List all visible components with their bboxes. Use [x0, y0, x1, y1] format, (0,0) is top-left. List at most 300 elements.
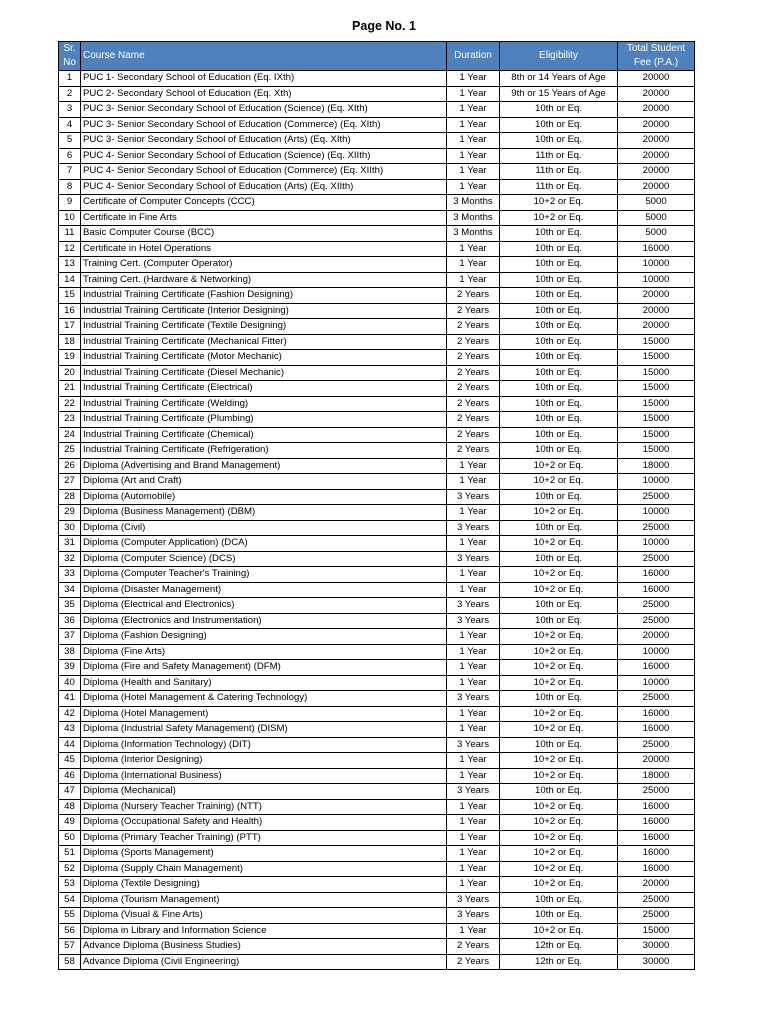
- fee-cell: 10000: [618, 272, 695, 288]
- course-name-cell: Industrial Training Certificate (Refrigeration): [81, 443, 447, 459]
- course-name-cell: Diploma (International Business): [81, 768, 447, 784]
- table-row: [59, 148, 695, 164]
- eligibility-cell: 12th or Eq.: [500, 954, 618, 970]
- course-name-cell: Industrial Training Certificate (Mechanical Fitter): [81, 334, 447, 350]
- eligibility-cell: 10+2 or Eq.: [500, 567, 618, 583]
- course-name-cell: Advance Diploma (Civil Engineering): [81, 954, 447, 970]
- fee-cell: 20000: [618, 164, 695, 180]
- duration-cell: 1 Year: [447, 923, 500, 939]
- table-row: [59, 241, 695, 257]
- course-fee-table: [58, 41, 695, 970]
- table-row: [59, 815, 695, 831]
- course-name-cell: Diploma (Supply Chain Management): [81, 861, 447, 877]
- course-name-cell: Diploma (Hotel Management): [81, 706, 447, 722]
- course-name-cell: Diploma (Textile Designing): [81, 877, 447, 893]
- fee-cell: 10000: [618, 675, 695, 691]
- eligibility-cell: 10+2 or Eq.: [500, 195, 618, 211]
- sr-no-cell: 36: [59, 613, 81, 629]
- fee-cell: 10000: [618, 257, 695, 273]
- duration-cell: 2 Years: [447, 365, 500, 381]
- fee-cell: 20000: [618, 71, 695, 87]
- fee-cell: 20000: [618, 102, 695, 118]
- fee-cell: 20000: [618, 179, 695, 195]
- table-row: [59, 830, 695, 846]
- fee-cell: 18000: [618, 458, 695, 474]
- table-row: [59, 598, 695, 614]
- course-name-cell: Diploma (Business Management) (DBM): [81, 505, 447, 521]
- fee-cell: 25000: [618, 737, 695, 753]
- course-name-cell: Industrial Training Certificate (Diesel Mechanic): [81, 365, 447, 381]
- course-name-cell: Diploma (Computer Science) (DCS): [81, 551, 447, 567]
- eligibility-cell: 10th or Eq.: [500, 257, 618, 273]
- eligibility-cell: 11th or Eq.: [500, 164, 618, 180]
- fee-cell: 15000: [618, 396, 695, 412]
- course-name-cell: Diploma (Information Technology) (DIT): [81, 737, 447, 753]
- sr-no-cell: 3: [59, 102, 81, 118]
- sr-no-cell: 15: [59, 288, 81, 304]
- fee-cell: 16000: [618, 241, 695, 257]
- eligibility-cell: 10+2 or Eq.: [500, 582, 618, 598]
- eligibility-cell: 10th or Eq.: [500, 427, 618, 443]
- eligibility-cell: 12th or Eq.: [500, 939, 618, 955]
- course-name-cell: Diploma (Nursery Teacher Training) (NTT): [81, 799, 447, 815]
- eligibility-cell: 10+2 or Eq.: [500, 675, 618, 691]
- table-row: [59, 784, 695, 800]
- eligibility-cell: 10+2 or Eq.: [500, 536, 618, 552]
- sr-no-cell: 17: [59, 319, 81, 335]
- fee-cell: 25000: [618, 613, 695, 629]
- duration-cell: 3 Months: [447, 210, 500, 226]
- eligibility-cell: 10+2 or Eq.: [500, 799, 618, 815]
- duration-cell: 2 Years: [447, 396, 500, 412]
- eligibility-cell: 10th or Eq.: [500, 691, 618, 707]
- sr-no-cell: 52: [59, 861, 81, 877]
- duration-cell: 1 Year: [447, 71, 500, 87]
- fee-cell: 10000: [618, 536, 695, 552]
- sr-no-cell: 25: [59, 443, 81, 459]
- fee-cell: 20000: [618, 86, 695, 102]
- eligibility-cell: 10+2 or Eq.: [500, 474, 618, 490]
- eligibility-cell: 10+2 or Eq.: [500, 768, 618, 784]
- eligibility-cell: 10th or Eq.: [500, 892, 618, 908]
- fee-cell: 18000: [618, 768, 695, 784]
- eligibility-cell: 10+2 or Eq.: [500, 753, 618, 769]
- course-name-cell: Industrial Training Certificate (Chemical): [81, 427, 447, 443]
- fee-cell: 20000: [618, 148, 695, 164]
- duration-cell: 1 Year: [447, 582, 500, 598]
- table-row: [59, 179, 695, 195]
- table-row: [59, 303, 695, 319]
- fee-cell: 10000: [618, 505, 695, 521]
- sr-no-cell: 1: [59, 71, 81, 87]
- sr-no-cell: 20: [59, 365, 81, 381]
- eligibility-cell: 8th or 14 Years of Age: [500, 71, 618, 87]
- fee-cell: 20000: [618, 303, 695, 319]
- fee-cell: 25000: [618, 908, 695, 924]
- eligibility-cell: 10th or Eq.: [500, 365, 618, 381]
- fee-cell: 5000: [618, 210, 695, 226]
- sr-no-cell: 6: [59, 148, 81, 164]
- sr-no-cell: 58: [59, 954, 81, 970]
- eligibility-cell: 10th or Eq.: [500, 241, 618, 257]
- eligibility-cell: 10th or Eq.: [500, 272, 618, 288]
- eligibility-cell: 10th or Eq.: [500, 133, 618, 149]
- table-row: [59, 892, 695, 908]
- sr-no-cell: 11: [59, 226, 81, 242]
- table-row: [59, 954, 695, 970]
- fee-cell: 16000: [618, 582, 695, 598]
- course-name-cell: Diploma (Automobile): [81, 489, 447, 505]
- duration-cell: 1 Year: [447, 706, 500, 722]
- fee-cell: 16000: [618, 567, 695, 583]
- duration-cell: 3 Years: [447, 551, 500, 567]
- duration-cell: 1 Year: [447, 102, 500, 118]
- table-row: [59, 102, 695, 118]
- course-name-cell: Diploma (Art and Craft): [81, 474, 447, 490]
- duration-cell: 2 Years: [447, 381, 500, 397]
- fee-cell: 25000: [618, 784, 695, 800]
- table-row: [59, 582, 695, 598]
- eligibility-cell: 10+2 or Eq.: [500, 815, 618, 831]
- sr-no-cell: 12: [59, 241, 81, 257]
- sr-no-cell: 22: [59, 396, 81, 412]
- course-name-cell: PUC 3- Senior Secondary School of Education (Science) (Eq. XIth): [81, 102, 447, 118]
- duration-cell: 3 Months: [447, 226, 500, 242]
- course-name-cell: Diploma (Health and Sanitary): [81, 675, 447, 691]
- course-name-cell: Diploma (Industrial Safety Management) (DISM): [81, 722, 447, 738]
- table-body: [59, 71, 695, 970]
- eligibility-cell: 10+2 or Eq.: [500, 722, 618, 738]
- course-name-cell: Diploma (Fine Arts): [81, 644, 447, 660]
- sr-no-cell: 23: [59, 412, 81, 428]
- sr-no-cell: 42: [59, 706, 81, 722]
- sr-no-cell: 51: [59, 846, 81, 862]
- sr-no-cell: 27: [59, 474, 81, 490]
- duration-cell: 1 Year: [447, 272, 500, 288]
- table-row: [59, 877, 695, 893]
- fee-cell: 5000: [618, 226, 695, 242]
- eligibility-cell: 10+2 or Eq.: [500, 210, 618, 226]
- table-row: [59, 164, 695, 180]
- course-name-cell: Industrial Training Certificate (Motor Mechanic): [81, 350, 447, 366]
- duration-cell: 2 Years: [447, 939, 500, 955]
- fee-cell: 20000: [618, 877, 695, 893]
- duration-cell: 1 Year: [447, 257, 500, 273]
- course-name-cell: Diploma (Interior Designing): [81, 753, 447, 769]
- fee-cell: 16000: [618, 706, 695, 722]
- course-name-cell: Certificate of Computer Concepts (CCC): [81, 195, 447, 211]
- sr-no-cell: 45: [59, 753, 81, 769]
- eligibility-cell: 10th or Eq.: [500, 412, 618, 428]
- duration-cell: 2 Years: [447, 350, 500, 366]
- duration-cell: 1 Year: [447, 458, 500, 474]
- duration-cell: 1 Year: [447, 877, 500, 893]
- sr-no-cell: 9: [59, 195, 81, 211]
- fee-cell: 10000: [618, 644, 695, 660]
- duration-cell: 1 Year: [447, 753, 500, 769]
- duration-cell: 3 Years: [447, 520, 500, 536]
- duration-cell: 1 Year: [447, 164, 500, 180]
- table-row: [59, 288, 695, 304]
- duration-cell: 1 Year: [447, 629, 500, 645]
- fee-cell: 15000: [618, 350, 695, 366]
- duration-cell: 1 Year: [447, 768, 500, 784]
- sr-no-cell: 8: [59, 179, 81, 195]
- duration-cell: 1 Year: [447, 505, 500, 521]
- table-row: [59, 520, 695, 536]
- course-name-cell: PUC 2- Secondary School of Education (Eq. Xth): [81, 86, 447, 102]
- eligibility-cell: 11th or Eq.: [500, 179, 618, 195]
- duration-cell: 1 Year: [447, 815, 500, 831]
- course-name-cell: Industrial Training Certificate (Electrical): [81, 381, 447, 397]
- sr-no-cell: 54: [59, 892, 81, 908]
- table-row: [59, 86, 695, 102]
- duration-cell: 2 Years: [447, 427, 500, 443]
- sr-no-cell: 16: [59, 303, 81, 319]
- eligibility-cell: 10th or Eq.: [500, 613, 618, 629]
- course-name-cell: Diploma (Visual & Fine Arts): [81, 908, 447, 924]
- course-name-cell: PUC 3- Senior Secondary School of Education (Arts) (Eq. XIth): [81, 133, 447, 149]
- eligibility-cell: 10+2 or Eq.: [500, 877, 618, 893]
- fee-cell: 25000: [618, 598, 695, 614]
- eligibility-cell: 10th or Eq.: [500, 784, 618, 800]
- header-eligibility: Eligibility: [500, 42, 618, 71]
- eligibility-cell: 10th or Eq.: [500, 334, 618, 350]
- course-name-cell: Industrial Training Certificate (Fashion Designing): [81, 288, 447, 304]
- sr-no-cell: 2: [59, 86, 81, 102]
- table-row: [59, 737, 695, 753]
- duration-cell: 2 Years: [447, 303, 500, 319]
- table-row: [59, 613, 695, 629]
- course-name-cell: Basic Computer Course (BCC): [81, 226, 447, 242]
- fee-cell: 20000: [618, 753, 695, 769]
- course-name-cell: PUC 3- Senior Secondary School of Education (Commerce) (Eq. XIth): [81, 117, 447, 133]
- sr-no-cell: 39: [59, 660, 81, 676]
- table-row: [59, 412, 695, 428]
- fee-cell: 10000: [618, 474, 695, 490]
- fee-cell: 15000: [618, 365, 695, 381]
- sr-no-cell: 14: [59, 272, 81, 288]
- eligibility-cell: 10th or Eq.: [500, 117, 618, 133]
- duration-cell: 1 Year: [447, 567, 500, 583]
- sr-no-cell: 4: [59, 117, 81, 133]
- eligibility-cell: 10th or Eq.: [500, 303, 618, 319]
- course-name-cell: PUC 4- Senior Secondary School of Education (Arts) (Eq. XIIth): [81, 179, 447, 195]
- course-name-cell: PUC 4- Senior Secondary School of Education (Commerce) (Eq. XIIth): [81, 164, 447, 180]
- table-row: [59, 551, 695, 567]
- eligibility-cell: 10+2 or Eq.: [500, 706, 618, 722]
- duration-cell: 1 Year: [447, 660, 500, 676]
- eligibility-cell: 10th or Eq.: [500, 381, 618, 397]
- course-name-cell: Diploma (Disaster Management): [81, 582, 447, 598]
- sr-no-cell: 7: [59, 164, 81, 180]
- fee-cell: 25000: [618, 691, 695, 707]
- table-row: [59, 427, 695, 443]
- duration-cell: 1 Year: [447, 117, 500, 133]
- eligibility-cell: 10+2 or Eq.: [500, 861, 618, 877]
- course-name-cell: Diploma (Computer Teacher's Training): [81, 567, 447, 583]
- course-name-cell: Training Cert. (Computer Operator): [81, 257, 447, 273]
- eligibility-cell: 10th or Eq.: [500, 598, 618, 614]
- eligibility-cell: 10th or Eq.: [500, 489, 618, 505]
- sr-no-cell: 13: [59, 257, 81, 273]
- duration-cell: 1 Year: [447, 644, 500, 660]
- course-name-cell: Diploma (Primary Teacher Training) (PTT): [81, 830, 447, 846]
- table-row: [59, 846, 695, 862]
- sr-no-cell: 38: [59, 644, 81, 660]
- table-row: [59, 319, 695, 335]
- duration-cell: 1 Year: [447, 86, 500, 102]
- eligibility-cell: 11th or Eq.: [500, 148, 618, 164]
- sr-no-cell: 44: [59, 737, 81, 753]
- fee-cell: 16000: [618, 861, 695, 877]
- course-name-cell: Industrial Training Certificate (Interior Designing): [81, 303, 447, 319]
- fee-cell: 15000: [618, 334, 695, 350]
- sr-no-cell: 33: [59, 567, 81, 583]
- duration-cell: 2 Years: [447, 954, 500, 970]
- eligibility-cell: 10+2 or Eq.: [500, 923, 618, 939]
- page-title: Page No. 1: [352, 19, 416, 33]
- sr-no-cell: 57: [59, 939, 81, 955]
- fee-cell: 16000: [618, 830, 695, 846]
- duration-cell: 1 Year: [447, 722, 500, 738]
- table-row: [59, 644, 695, 660]
- sr-no-cell: 5: [59, 133, 81, 149]
- course-name-cell: Diploma (Mechanical): [81, 784, 447, 800]
- fee-cell: 20000: [618, 288, 695, 304]
- fee-cell: 15000: [618, 443, 695, 459]
- table-row: [59, 195, 695, 211]
- table-row: [59, 365, 695, 381]
- table-row: [59, 71, 695, 87]
- duration-cell: 1 Year: [447, 241, 500, 257]
- duration-cell: 2 Years: [447, 319, 500, 335]
- course-name-cell: Diploma (Sports Management): [81, 846, 447, 862]
- fee-cell: 20000: [618, 133, 695, 149]
- course-name-cell: Diploma (Tourism Management): [81, 892, 447, 908]
- course-name-cell: Diploma (Civil): [81, 520, 447, 536]
- header-sr-no: Sr. No: [59, 42, 81, 71]
- table-row: [59, 334, 695, 350]
- eligibility-cell: 10+2 or Eq.: [500, 505, 618, 521]
- course-name-cell: Certificate in Fine Arts: [81, 210, 447, 226]
- duration-cell: 1 Year: [447, 179, 500, 195]
- table-row: [59, 505, 695, 521]
- duration-cell: 1 Year: [447, 133, 500, 149]
- fee-cell: 30000: [618, 954, 695, 970]
- course-name-cell: Industrial Training Certificate (Plumbing): [81, 412, 447, 428]
- table-header: [59, 42, 695, 71]
- table-row: [59, 474, 695, 490]
- table-row: [59, 675, 695, 691]
- duration-cell: 1 Year: [447, 830, 500, 846]
- duration-cell: 3 Years: [447, 598, 500, 614]
- sr-no-cell: 31: [59, 536, 81, 552]
- course-name-cell: Diploma (Advertising and Brand Management): [81, 458, 447, 474]
- duration-cell: 2 Years: [447, 334, 500, 350]
- course-name-cell: Industrial Training Certificate (Textile Designing): [81, 319, 447, 335]
- course-name-cell: Diploma (Fire and Safety Management) (DFM): [81, 660, 447, 676]
- eligibility-cell: 10+2 or Eq.: [500, 830, 618, 846]
- header-course-name: Course Name: [81, 42, 447, 71]
- fee-cell: 16000: [618, 799, 695, 815]
- sr-no-cell: 43: [59, 722, 81, 738]
- duration-cell: 3 Years: [447, 892, 500, 908]
- sr-no-cell: 53: [59, 877, 81, 893]
- header-duration: Duration: [447, 42, 500, 71]
- sr-no-cell: 29: [59, 505, 81, 521]
- table-row: [59, 458, 695, 474]
- sr-no-cell: 50: [59, 830, 81, 846]
- sr-no-cell: 48: [59, 799, 81, 815]
- sr-no-cell: 24: [59, 427, 81, 443]
- eligibility-cell: 9th or 15 Years of Age: [500, 86, 618, 102]
- fee-cell: 20000: [618, 629, 695, 645]
- eligibility-cell: 10+2 or Eq.: [500, 644, 618, 660]
- eligibility-cell: 10+2 or Eq.: [500, 660, 618, 676]
- fee-cell: 25000: [618, 489, 695, 505]
- duration-cell: 3 Years: [447, 691, 500, 707]
- sr-no-cell: 18: [59, 334, 81, 350]
- course-name-cell: Diploma (Fashion Designing): [81, 629, 447, 645]
- header-total-fee: Total Student Fee (P.A.): [618, 42, 695, 71]
- table-row: [59, 272, 695, 288]
- course-name-cell: Diploma (Hotel Management & Catering Technology): [81, 691, 447, 707]
- sr-no-cell: 56: [59, 923, 81, 939]
- sr-no-cell: 37: [59, 629, 81, 645]
- fee-cell: 25000: [618, 520, 695, 536]
- header-row: [59, 42, 695, 71]
- sr-no-cell: 41: [59, 691, 81, 707]
- eligibility-cell: 10th or Eq.: [500, 443, 618, 459]
- eligibility-cell: 10th or Eq.: [500, 520, 618, 536]
- course-name-cell: Advance Diploma (Business Studies): [81, 939, 447, 955]
- sr-no-cell: 49: [59, 815, 81, 831]
- table-row: [59, 629, 695, 645]
- fee-cell: 16000: [618, 660, 695, 676]
- duration-cell: 2 Years: [447, 288, 500, 304]
- eligibility-cell: 10th or Eq.: [500, 908, 618, 924]
- table-row: [59, 396, 695, 412]
- eligibility-cell: 10th or Eq.: [500, 737, 618, 753]
- course-name-cell: Diploma in Library and Information Science: [81, 923, 447, 939]
- duration-cell: 3 Years: [447, 489, 500, 505]
- course-name-cell: Industrial Training Certificate (Welding): [81, 396, 447, 412]
- duration-cell: 3 Months: [447, 195, 500, 211]
- sr-no-cell: 28: [59, 489, 81, 505]
- duration-cell: 2 Years: [447, 443, 500, 459]
- sr-no-cell: 10: [59, 210, 81, 226]
- fee-cell: 20000: [618, 319, 695, 335]
- duration-cell: 1 Year: [447, 846, 500, 862]
- table-row: [59, 133, 695, 149]
- sr-no-cell: 32: [59, 551, 81, 567]
- course-name-cell: Diploma (Computer Application) (DCA): [81, 536, 447, 552]
- eligibility-cell: 10th or Eq.: [500, 226, 618, 242]
- eligibility-cell: 10th or Eq.: [500, 350, 618, 366]
- table-row: [59, 381, 695, 397]
- duration-cell: 3 Years: [447, 737, 500, 753]
- fee-cell: 15000: [618, 381, 695, 397]
- fee-cell: 25000: [618, 551, 695, 567]
- fee-cell: 16000: [618, 722, 695, 738]
- table-row: [59, 691, 695, 707]
- fee-cell: 15000: [618, 923, 695, 939]
- fee-cell: 15000: [618, 427, 695, 443]
- table-row: [59, 536, 695, 552]
- sr-no-cell: 19: [59, 350, 81, 366]
- table-row: [59, 939, 695, 955]
